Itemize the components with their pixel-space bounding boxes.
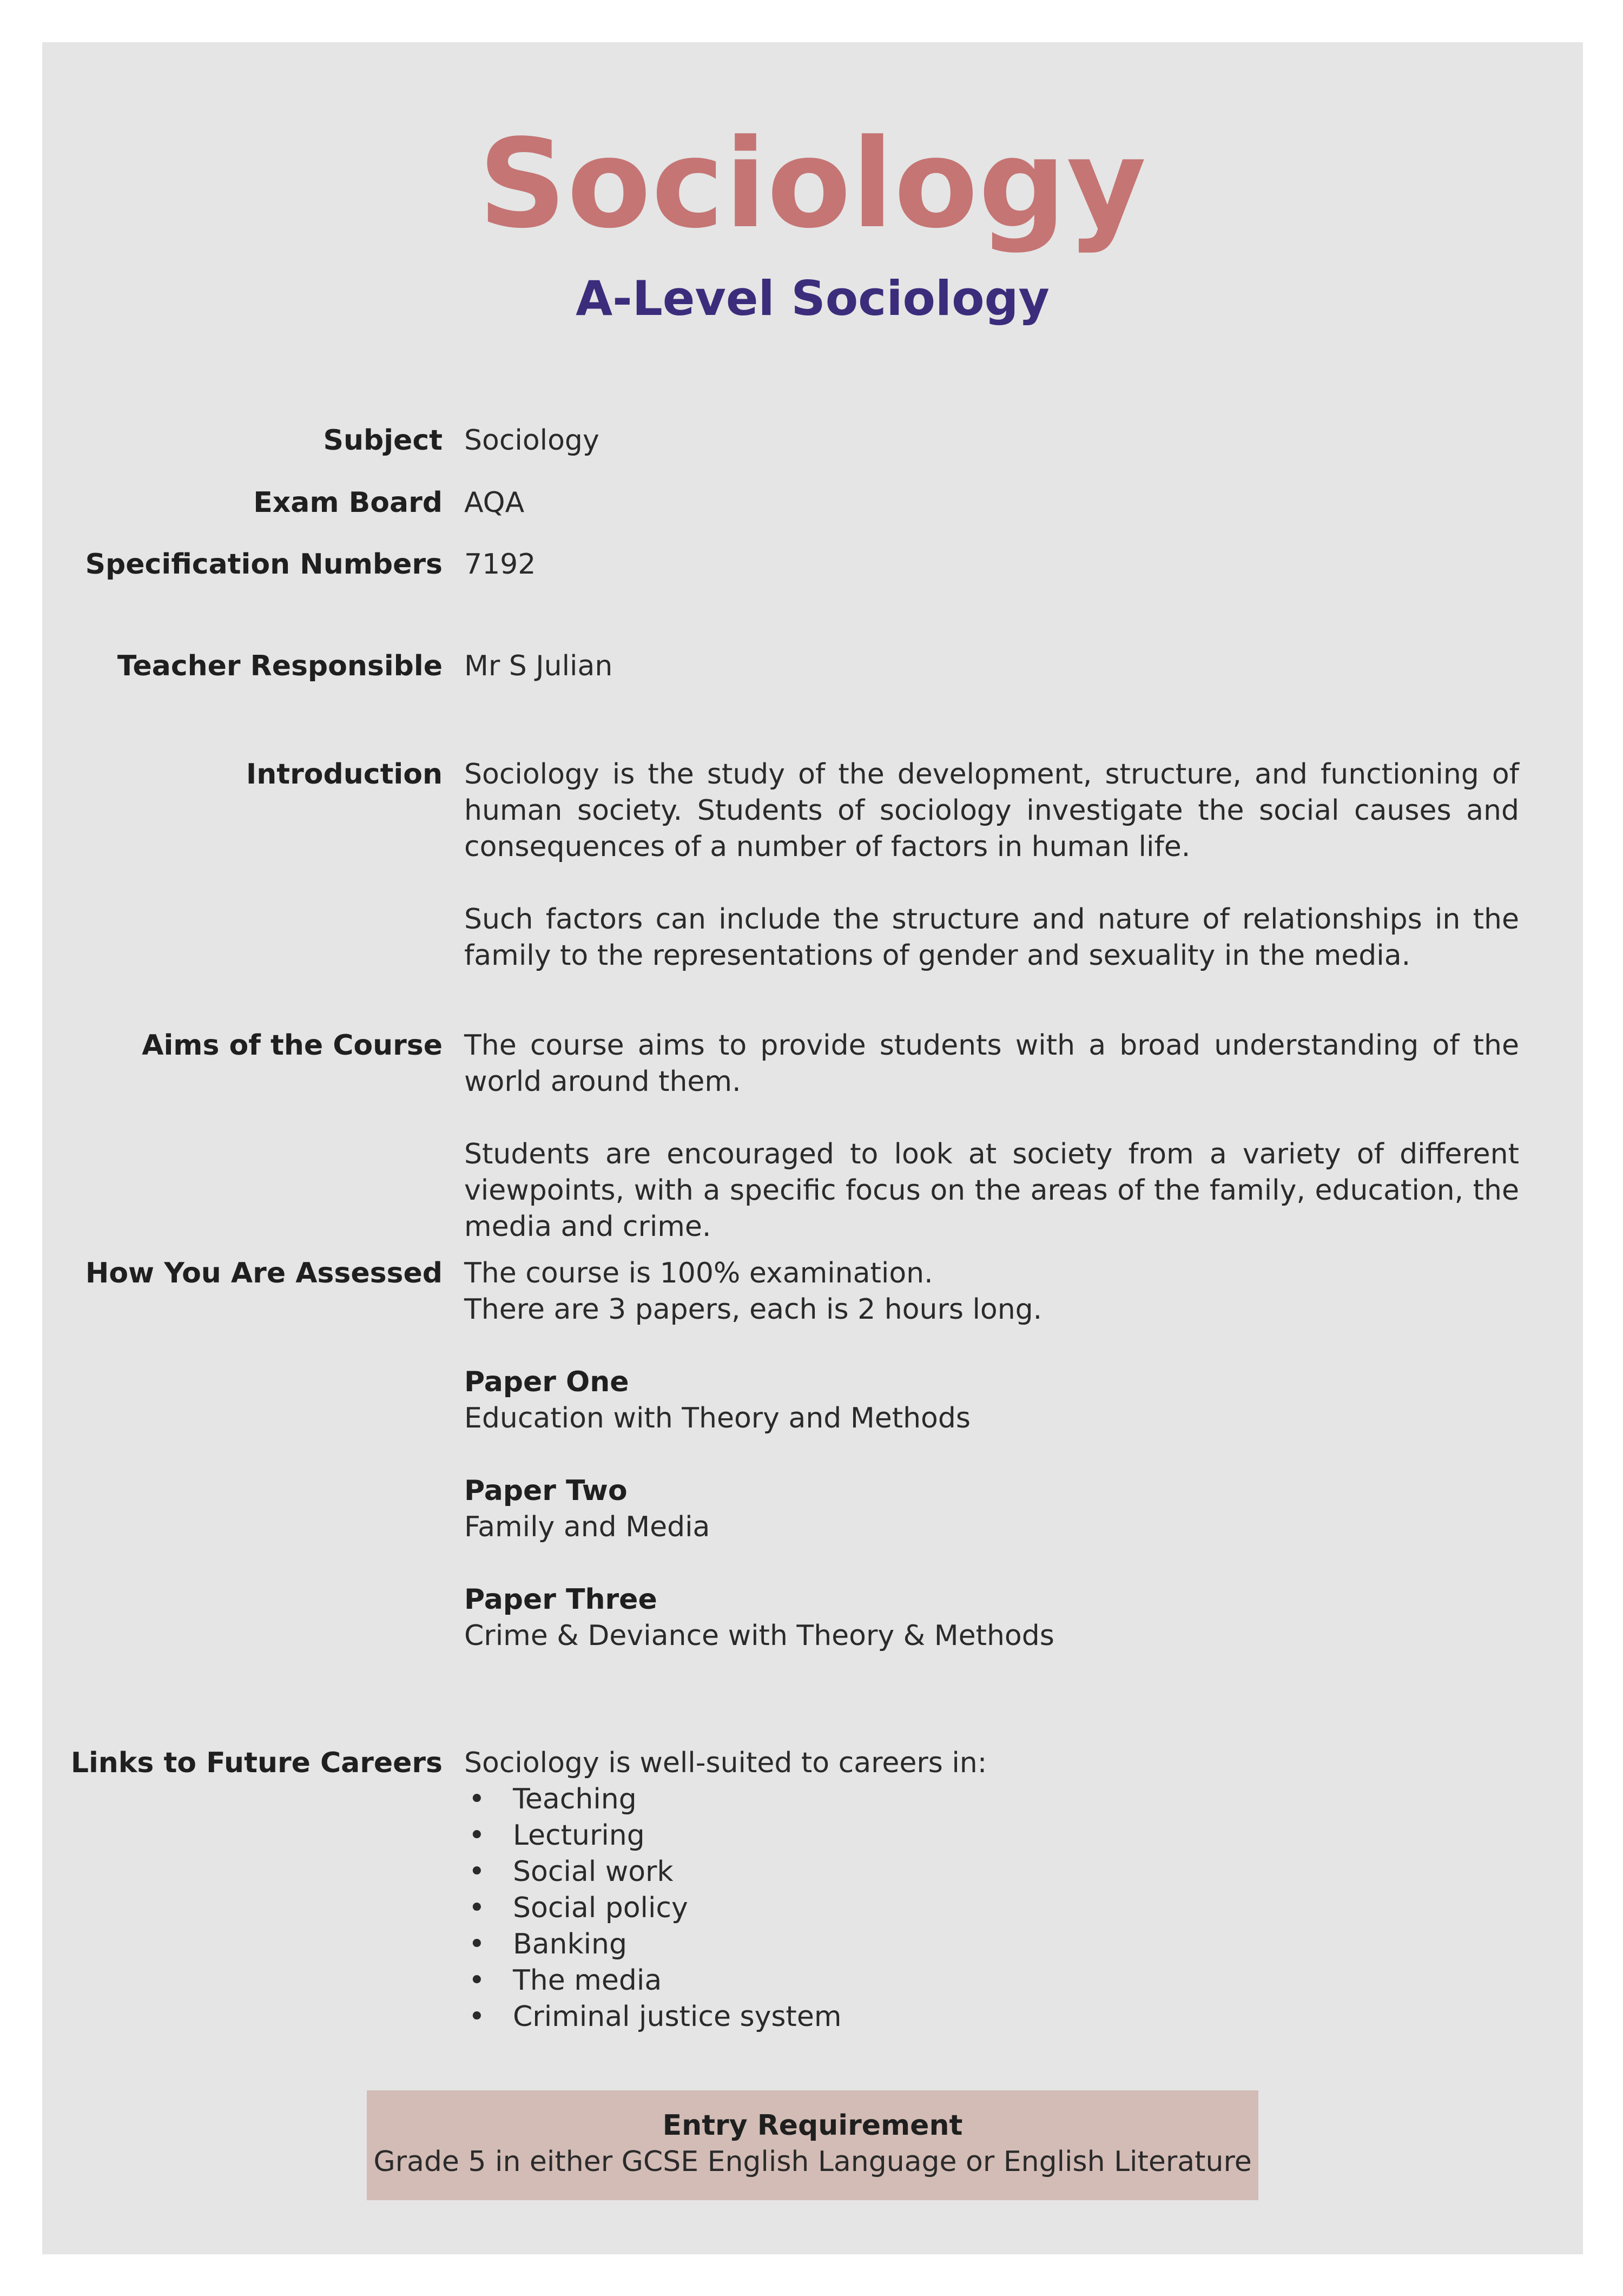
aims-paragraph: The course aims to provide students with a broad understanding of the world around them. bbox=[464, 1029, 1519, 1098]
paper-three-content: Crime & Deviance with Theory & Methods bbox=[464, 1620, 1054, 1652]
careers-text bbox=[464, 1745, 1519, 2035]
bullet-icon: • bbox=[469, 1783, 485, 1815]
bullet-icon: • bbox=[469, 1819, 485, 1852]
paper-two-title: Paper Two bbox=[464, 1475, 628, 1507]
exam-board-value: AQA bbox=[464, 486, 525, 519]
career-item: The media bbox=[513, 1964, 662, 1997]
list-item bbox=[464, 1890, 1519, 1926]
career-item: Social work bbox=[513, 1856, 674, 1888]
bullet-icon: • bbox=[469, 1856, 485, 1888]
paper-three-title: Paper Three bbox=[464, 1583, 657, 1616]
teacher-label: Teacher Responsible bbox=[117, 650, 443, 682]
subject-value: Sociology bbox=[464, 424, 599, 457]
aims-paragraph: Students are encouraged to look at society from a variety of different viewpoints, with a specific focus on the areas of the family, education, the media and crime. bbox=[464, 1138, 1519, 1243]
introduction-text bbox=[464, 756, 1519, 974]
career-item: Lecturing bbox=[513, 1819, 645, 1852]
spec-numbers-value: 7192 bbox=[464, 548, 536, 581]
careers-list bbox=[464, 1781, 1519, 2035]
careers-intro: Sociology is well-suited to careers in: bbox=[464, 1747, 987, 1779]
aims-text bbox=[464, 1028, 1519, 1245]
aims-label: Aims of the Course bbox=[142, 1029, 443, 1062]
list-item bbox=[464, 1781, 1519, 1818]
teacher-value: Mr S Julian bbox=[464, 650, 613, 682]
list-item bbox=[464, 1854, 1519, 1890]
list-item bbox=[464, 1963, 1519, 1999]
bullet-icon: • bbox=[469, 1964, 485, 1997]
career-item: Banking bbox=[513, 1928, 628, 1961]
assessment-line: There are 3 papers, each is 2 hours long. bbox=[464, 1293, 1043, 1326]
spec-numbers-label: Specification Numbers bbox=[85, 548, 443, 581]
entry-requirement-text: Grade 5 in either GCSE English Language or English Literature bbox=[373, 2146, 1252, 2178]
paper-two-content: Family and Media bbox=[464, 1511, 710, 1543]
list-item bbox=[464, 1926, 1519, 1963]
bullet-icon: • bbox=[469, 2001, 485, 2033]
bullet-icon: • bbox=[469, 1928, 485, 1961]
list-item bbox=[464, 1818, 1519, 1854]
introduction-paragraph: Sociology is the study of the development, structure, and functioning of human society. Students of sociology investigate the social causes and consequences of a number of factors in human life. bbox=[464, 758, 1519, 863]
entry-requirement-box bbox=[367, 2090, 1258, 2200]
bullet-icon: • bbox=[469, 1892, 485, 1924]
career-item: Criminal justice system bbox=[513, 2001, 842, 2033]
career-item: Teaching bbox=[513, 1783, 637, 1815]
paper-one-content: Education with Theory and Methods bbox=[464, 1402, 971, 1435]
careers-label: Links to Future Careers bbox=[70, 1747, 443, 1779]
introduction-label: Introduction bbox=[246, 758, 443, 791]
assessment-line: The course is 100% examination. bbox=[464, 1257, 933, 1290]
page-subtitle: A-Level Sociology bbox=[576, 271, 1050, 326]
subject-label: Subject bbox=[323, 424, 443, 457]
page-sheet bbox=[42, 42, 1583, 2254]
assessment-label: How You Are Assessed bbox=[85, 1257, 443, 1290]
introduction-paragraph: Such factors can include the structure and nature of relationships in the family to the representations of gender and sexuality in the media. bbox=[464, 903, 1519, 972]
exam-board-label: Exam Board bbox=[253, 486, 443, 519]
list-item bbox=[464, 1999, 1519, 2035]
career-item: Social policy bbox=[513, 1892, 688, 1924]
assessment-text bbox=[464, 1255, 1519, 1654]
page-title: Sociology bbox=[478, 113, 1147, 255]
entry-requirement-title: Entry Requirement bbox=[662, 2109, 963, 2142]
paper-one-title: Paper One bbox=[464, 1366, 629, 1398]
